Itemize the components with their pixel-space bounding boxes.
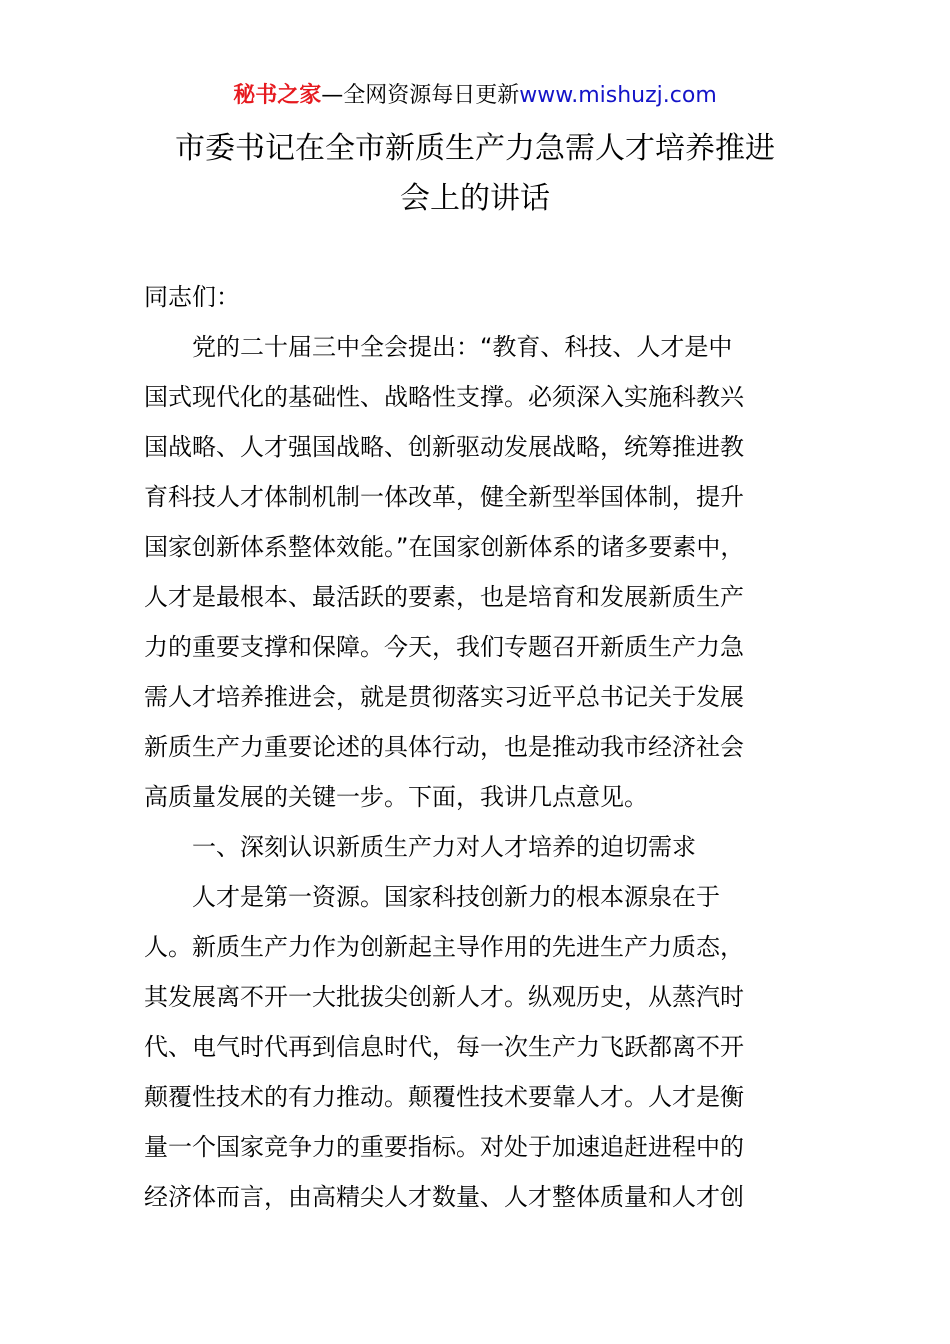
paragraph-line: 人。新质生产力作为创新起主导作用的先进生产力质态， [144, 933, 744, 961]
paragraph-line: 高质量发展的关键一步。下面，我讲几点意见。 [144, 783, 648, 811]
paragraph-line: 其发展离不开一大批拔尖创新人才。纵观历史，从蒸汽时 [144, 983, 744, 1011]
paragraph-line: 人才是最根本、最活跃的要素，也是培育和发展新质生产 [144, 583, 744, 611]
document-title [120, 124, 830, 224]
paragraph-line: 经济体而言，由高精尖人才数量、人才整体质量和人才创 [144, 1183, 744, 1211]
brand-name: 秘书之家 [233, 83, 322, 108]
paragraph-line: 国家创新体系整体效能。”在国家创新体系的诸多要素中， [144, 533, 745, 561]
paragraph-line: 颠覆性技术的有力推动。颠覆性技术要靠人才。人才是衡 [144, 1083, 744, 1111]
site-url-link[interactable]: www.mishuzj.com [519, 83, 717, 108]
paragraph-line: 国式现代化的基础性、战略性支撑。必须深入实施科教兴 [144, 383, 744, 411]
paragraph-line: 需人才培养推进会，就是贯彻落实习近平总书记关于发展 [144, 683, 744, 711]
section-heading: 一、深刻认识新质生产力对人才培养的迫切需求 [192, 833, 696, 861]
title-line-2: 会上的讲话 [400, 181, 550, 216]
paragraph-line: 量一个国家竞争力的重要指标。对处于加速追赶进程中的 [144, 1133, 744, 1161]
document-body [144, 272, 814, 1222]
header-tagline: —全网资源每日更新 [321, 83, 520, 108]
paragraph-line: 党的二十届三中全会提出：“教育、科技、人才是中 [192, 333, 733, 361]
paragraph-line: 代、电气时代再到信息时代，每一次生产力飞跃都离不开 [144, 1033, 744, 1061]
paragraph-line: 国战略、人才强国战略、创新驱动发展战略，统筹推进教 [144, 433, 744, 461]
paragraph-line: 力的重要支撑和保障。今天，我们专题召开新质生产力急 [144, 633, 744, 661]
salutation: 同志们： [144, 283, 240, 311]
paragraph-line: 新质生产力重要论述的具体行动，也是推动我市经济社会 [144, 733, 744, 761]
site-header-banner [0, 80, 950, 112]
paragraph-line: 人才是第一资源。国家科技创新力的根本源泉在于 [192, 883, 720, 911]
paragraph-line: 育科技人才体制机制一体改革，健全新型举国体制，提升 [144, 483, 744, 511]
title-line-1: 市委书记在全市新质生产力急需人才培养推进 [175, 131, 775, 166]
